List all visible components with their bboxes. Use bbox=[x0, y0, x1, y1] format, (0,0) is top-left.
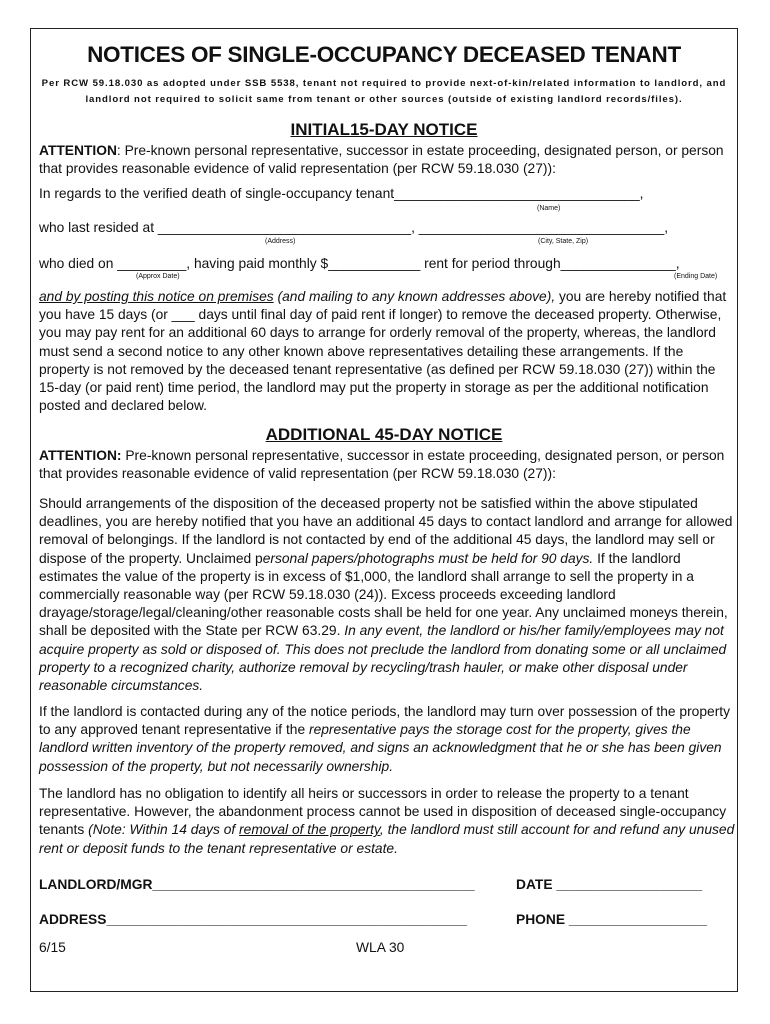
attention-label-2: ATTENTION: bbox=[39, 448, 122, 463]
tenant-name-line[interactable]: In regards to the verified death of single-occupancy tenant________________________________, bbox=[39, 186, 644, 201]
address-line[interactable]: who last resided at _________________________________, ________________________________, bbox=[39, 220, 669, 235]
initial-notice-heading: INITIAL15-DAY NOTICE bbox=[290, 120, 478, 139]
initial-attention-paragraph: ATTENTION: Pre-known personal representative, successor in estate proceeding, designated person, or person that provides reasonable evidence of valid representation (per RCW 59.18.030 (27)): bbox=[39, 143, 724, 177]
date-field[interactable]: DATE ___________________ bbox=[516, 877, 703, 892]
additional-attention-paragraph: ATTENTION: Pre-known personal representative, successor in estate proceeding, designated person, or person that provides reasonable evidence of valid representation (per RCW 59.18.030 (27)): bbox=[39, 448, 725, 482]
additional-notice-paragraph-1: Should arrangements of the disposition of the deceased property not be satisfied within the above stipulated deadlines, you are hereby notified that you have an additional 45 days to contact landlord and arrange for allowed removal of belongings. If the landlord is not contacted by end of the additional 45 days, the landlord may sell or dispose of the property. Unclaimed personal papers/photographs must be held for 90 days. If the landlord estimates the value of the property is in excess of $1,000, the landlord shall arrange to sell the property in a commercially reasonable way (per RCW 59.18.030 (24)). Excess proceeds exceeding landlord drayage/storage/legal/cleaning/other reasonable costs shall be held for one year. Any unclaimed moneys therein, shall be deposited with the State per RCW 63.29. In any event, the landlord or his/her family/employees may not acquire property as sold or disposed of. This does not preclude the landlord from donating some or all unclaimed property to a recognized charity, authorize removal by recycling/trash hauler, or make other disposal under reasonable circumstances. bbox=[39, 496, 733, 694]
subtitle-line-1: Per RCW 59.18.030 as adopted under SSB 5538, tenant not required to provide next-of-kin/related information to landlord, and bbox=[41, 78, 727, 89]
approx-date-caption: (Approx Date) bbox=[136, 273, 180, 280]
subtitle-line-2: landlord not required to solicit same from tenant or other sources (outside of existing landlord records/files). bbox=[85, 94, 683, 105]
footer-date-code: 6/15 bbox=[39, 940, 66, 955]
footer-form-id: WLA 30 bbox=[356, 940, 405, 955]
additional-notice-heading: ADDITIONAL 45-DAY NOTICE bbox=[265, 425, 503, 444]
address-field[interactable]: ADDRESS_______________________________________________ bbox=[39, 912, 468, 927]
initial-notice-body: and by posting this notice on premises (and mailing to any known addresses above), you are hereby notified that you have 15 days (or ___ days until final day of paid rent if longer) to remove the deceased property. Otherwise, you may pay rent for an additional 60 days to arrange for orderly removal of the property, whereas, the landlord must send a second notice to any other known above representatives detailing these arrangements. If the property is not removed by the deceased tenant representative (as defined per RCW 59.18.030 (27)) within the 15-day (or paid rent) time period, the landlord may put the property in storage as per the additional notification posted and declared below. bbox=[39, 289, 727, 414]
attention-label: ATTENTION bbox=[39, 143, 117, 158]
address-caption: (Address) bbox=[265, 238, 296, 245]
death-date-rent-line[interactable]: who died on _________, having paid monthly $____________ rent for period through_______________, bbox=[39, 256, 680, 271]
document-title: NOTICES OF SINGLE-OCCUPANCY DECEASED TENANT bbox=[87, 42, 681, 67]
city-state-zip-caption: (City, State, Zip) bbox=[538, 238, 589, 245]
ending-date-caption: (Ending Date) bbox=[674, 273, 718, 280]
additional-notice-paragraph-3: The landlord has no obligation to identify all heirs or successors in order to release the property to a tenant representative. However, the abandonment process cannot be used in disposition of deceased single-occupancy tenants (Note: Within 14 days of removal of the property, the landlord must still account for and refund any unused rent or deposit funds to the tenant representative or estate. bbox=[39, 786, 735, 856]
name-caption: (Name) bbox=[537, 205, 561, 212]
phone-field[interactable]: PHONE __________________ bbox=[516, 912, 708, 927]
landlord-mgr-field[interactable]: LANDLORD/MGR__________________________________________ bbox=[39, 877, 475, 892]
additional-notice-paragraph-2: If the landlord is contacted during any of the notice periods, the landlord may turn over possession of the property to any approved tenant representative if the representative pays the storage cost for the property, gives the landlord written inventory of the property removed, and signs an acknowledgment that he or she has been given possession of the property, but not necessarily ownership. bbox=[39, 704, 731, 774]
